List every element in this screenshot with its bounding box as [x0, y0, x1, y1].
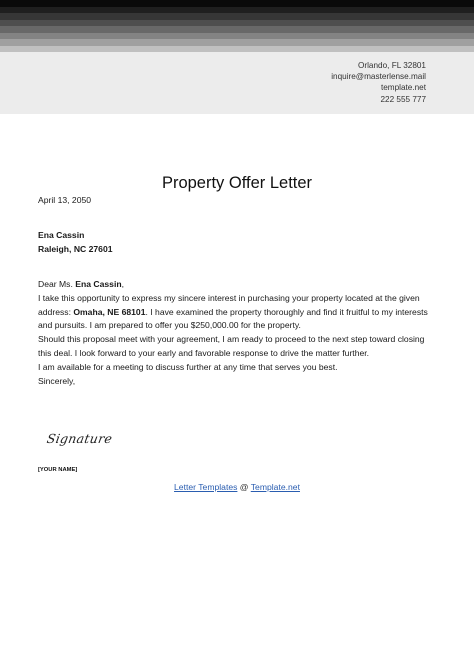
contact-website: template.net	[380, 83, 426, 93]
salutation	[38, 278, 438, 292]
contact-email: inquire@masterlense.mail	[331, 72, 426, 82]
signature: Signature	[45, 431, 114, 446]
contact-address: Orlando, FL 32801	[358, 61, 426, 70]
recipient-city: Raleigh, NC 27601	[38, 243, 113, 254]
salutation-suffix: ,	[121, 279, 124, 289]
paragraph-3: I am available for a meeting to discuss further at any time that serves you best.	[38, 361, 338, 372]
footer	[0, 482, 474, 492]
letter-date: April 13, 2050	[38, 195, 92, 205]
letter-body	[38, 278, 438, 388]
letter-title: Property Offer Letter	[161, 174, 313, 192]
contact-phone: 222 555 777	[380, 94, 426, 104]
letter-templates-link[interactable]: Letter Templates	[174, 482, 238, 492]
salutation-prefix: Dear Ms.	[38, 279, 76, 289]
template-net-link[interactable]: Template.net	[250, 482, 300, 492]
salutation-name: Ena Cassin	[75, 279, 122, 289]
signer-name-placeholder: [YOUR NAME]	[38, 467, 78, 473]
closing: Sincerely,	[38, 375, 76, 386]
recipient-name: Ena Cassin	[38, 230, 85, 240]
footer-separator: @	[237, 482, 251, 492]
property-address: Omaha, NE 68101	[73, 306, 146, 317]
paragraph-2: Should this proposal meet with your agreement, I am ready to proceed to the next step toward closing this deal. I look forward to your early and favorable response to drive the matter further.	[38, 334, 425, 358]
contact-block	[331, 60, 426, 105]
paragraph-1-start: I take this opportunity to express my sincere interest in purchasing your property located at the given address:	[38, 292, 420, 317]
paragraph-1-end: . I have examined the property thoroughly and find it fruitful to my interests and pursuits. I am prepared to offer you $250,000.00 for the property.	[38, 306, 428, 331]
paragraph-1	[38, 292, 438, 333]
recipient-block	[38, 229, 438, 257]
header-gradient-bands	[0, 0, 474, 52]
